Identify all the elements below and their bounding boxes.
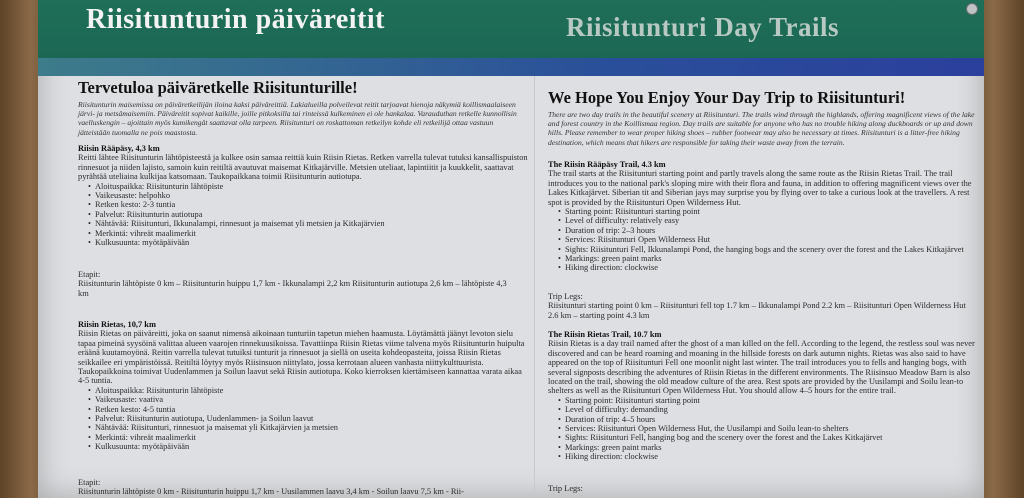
fact-item: • Sights: Riisitunturi Fell, hanging bog and the scenery over the forest and the Lakes Kitkajärvet	[558, 433, 976, 442]
fact-item: • Duration of trip: 2–3 hours	[558, 226, 976, 235]
trail-facts	[548, 396, 976, 462]
fact-item: • Level of difficulty: demanding	[558, 405, 976, 414]
trail-legs-en-2	[548, 484, 976, 493]
fact-item: • Merkintä: vihreät maalimerkit	[88, 433, 528, 442]
fact-item: • Sights: Riisitunturi Fell, Ikkunalampi Pond, the hanging bogs and the scenery over the forest and the Lakes Kitkajärvet	[558, 245, 976, 254]
fact-item: • Starting point: Riisitunturi starting point	[558, 207, 976, 216]
trail-description: The trail starts at the Riisitunturi starting point and partly travels along the same route as the Riisin Rietas Trail. The trail introduces you to the national park's sloping mire with their flora and fauna, in addition to offering magnificent views over the Lakes Kitkajärvet. Siberian tit and Siberian jays may surprise you by flying over to take a curious look at the travellers. A rest spot is provided by the Riisitunturi Open Wilderness Hut.	[548, 169, 972, 207]
trail-title: The Riisin Rääpäsy Trail, 4.3 km	[548, 160, 666, 169]
trail-title: Riisin Rietas, 10,7 km	[78, 320, 156, 329]
fact-item: • Palvelut: Riisitunturin autiotupa	[88, 210, 528, 219]
trail-riisin-rietas-fi	[78, 320, 528, 452]
english-intro: There are two day trails in the beautiful scenery at Riisitunturi. The trails wind through the highlands, offering magnificent views of the lake and forest country in the Koillismaa region. Day trails are suitable for anyone who has no trouble hiking along duckboards or up and down hills. Please remember to wear proper hiking shoes – rubber footwear may also be necessary at times. Riisitunturi is a litter-free hiking destination, which means that hikers are responsible for taking their waste away from the terrain.	[548, 110, 975, 147]
sign-board	[38, 0, 984, 498]
banner-stripe	[38, 58, 984, 76]
fact-item: • Nähtävää: Riisitunturi, Ikkunalampi, rinnesuot ja maisemat yli metsien ja Kitkajärvien	[88, 219, 528, 228]
fact-item: • Starting point: Riisitunturi starting point	[558, 396, 976, 405]
trail-description: Riisin Rietas on päiväreitti, joka on saanut nimensä aikoinaan tunturiin tapetun miehen haamusta. Löytämättä jäänyt levoton sielu tapaa pimeinä syysöinä valittaa alueen vaarojen rinnekuusikoissa. Tavattiinpa Riisin Rietas viime talvena myös Riisitunturin huipulta eräänä kuutamoyönä. Reitin varrella tulevat tutuiksi tunturit ja rinnesuot ja siellä on useita kohdeopasteita, joissa Riisin Rietas seikkailee eri ympäristöissä. Reitiltä löytyy myös Riisinsuon niittylato, jossa kerrotaan alueen vanhasta niittykulttuurista. Taukopaikkoina toimivat Uudenlammen ja Soilun laavut sekä Riisin autiotupa. Koko kierroksen kiertämiseen kannattaa varata aikaa 4-5 tuntia.	[78, 329, 525, 386]
fact-item: • Palvelut: Riisitunturin autiotupa, Uudenlammen- ja Soilun laavut	[88, 414, 528, 423]
trail-legs-fi-1	[78, 270, 518, 298]
fact-item: • Retken kesto: 4-5 tuntia	[88, 405, 528, 414]
trail-title: The Riisin Rietas Trail, 10.7 km	[548, 330, 662, 339]
fact-item: • Markings: green paint marks	[558, 254, 976, 263]
column-divider	[534, 76, 535, 498]
trail-description: Reitti lähtee Riisitunturin lähtöpisteestä ja kulkee osin samaa reittiä kuin Riisin Rietas. Retken varrella tulevat tutuksi kansallispuiston rinnesuot ja niiden lajisto, samoin kuin reitiltä avautuvat maisemat Kitkajärville. Metsien uteliaat, lapintiitit ja kuukkelit, saattavat pyrähtää uteliaina kulkijaa katsomaan. Taukopaikkana toimii Riisitunturin autiotupa.	[78, 153, 528, 182]
trail-title: Riisin Rääpäsy, 4,3 km	[78, 144, 160, 153]
fact-item: • Duration of trip: 4–5 hours	[558, 415, 976, 424]
legs-text: Riisitunturin lähtöpiste 0 km - Riisitunturin huippu 1,7 km - Uusilammen laavu 3,4 km - Soilun laavu 7,5 km - Rii-	[78, 487, 464, 497]
trail-facts	[548, 207, 976, 273]
legs-label: Etapit:	[78, 270, 101, 279]
trail-legs-fi-2	[78, 478, 528, 497]
fact-item: • Services: Riisitunturi Open Wilderness Hut, the Uusilampi and Soilu lean-to shelters	[558, 424, 976, 433]
fact-item: • Hiking direction: clockwise	[558, 263, 976, 272]
trail-legs-en-1	[548, 292, 976, 320]
legs-label: Trip Legs:	[548, 292, 583, 301]
fact-item: • Hiking direction: clockwise	[558, 452, 976, 461]
fact-item: • Vaikeusaste: helpohko	[88, 191, 528, 200]
fact-item: • Markings: green paint marks	[558, 443, 976, 452]
finnish-intro: Riisitunturin maisemissa on päiväretkeilijän iloina kaksi päiväreittiä. Lakialueilla polveilevat reitit tarjoavat hienoja näkymiä koillismaalaiseen järvi- ja metsämaisemiin. Päiväreitit sopivat kaikille, joille pitkoksilla tai rinteissä kulkeminen ei ole hankalaa. Varauduthan retkelle kunnollisin vaelluskengin – ajoittain myös kumikengät saattavat olla tarpeen. Riisitunturi on roskattoman retkeilyn kohde eli retkeilijä ottaa vastuun jätteistään tuomalla ne pois maastosta.	[78, 100, 517, 137]
fact-item: • Nähtävää: Riisitunturi, rinnesuot ja maisemat yli Kitkajärvien ja metsien	[88, 423, 528, 432]
legs-label: Etapit:	[78, 478, 101, 487]
legs-text: Riisitunturi starting point 0 km – Riisitunturi fell top 1.7 km – Ikkunalampi Pond 2.2 km – Riisitunturi Open Wilderness Hut 2.6 km – starting point 4.3 km	[548, 301, 966, 320]
trail-riisin-rietas-en	[548, 330, 976, 462]
fact-item: • Services: Riisitunturi Open Wilderness Hut	[558, 235, 976, 244]
trail-facts	[78, 182, 528, 248]
sign-title-finnish: Riisitunturin päiväreitit	[86, 4, 386, 35]
trail-riisin-raapasy-en	[548, 160, 976, 273]
fact-item: • Kulkusuunta: myötäpäivään	[88, 238, 528, 247]
fact-item: • Kulkusuunta: myötäpäivään	[88, 442, 528, 451]
fact-item: • Aloituspaikka: Riisitunturin lähtöpiste	[88, 182, 528, 191]
finnish-heading: Tervetuloa päiväretkelle Riisitunturille!	[78, 78, 358, 97]
english-heading: We Hope You Enjoy Your Day Trip to Riisitunturi!	[548, 88, 906, 107]
fact-item: • Aloituspaikka: Riisitunturin lähtöpiste	[88, 386, 528, 395]
sign-title-english: Riisitunturi Day Trails	[566, 12, 840, 42]
legs-label: Trip Legs:	[548, 484, 583, 493]
trail-riisin-raapasy-fi	[78, 144, 528, 247]
trail-facts	[78, 386, 528, 452]
mounting-bolt	[966, 3, 978, 15]
trail-description: Riisin Rietas is a day trail named after the ghost of a man killed on the fell. According to the legend, the restless soul was never discovered and can be heard roaming and moaning in the hillside forests on dark autumn nights. Rietas was also said to have appeared on the top of Riisitunturi Fell one moonlit night last winter. The trail introduces you to fells and hanging bogs, with several signposts describing the adventures of Riisin Rietas in the different environments. The Riisinsuo Meadow Barn is also located on the trail, showing the old meadow culture of the area. Rest spots are provided by the Uusilampi and Soilu lean-to shelters as well as the Riisitunturi Open Wilderness Hut. You should allow 4–5 hours for the entire trail.	[548, 339, 975, 396]
legs-text: Riisitunturin lähtöpiste 0 km – Riisitunturin huippu 1,7 km - Ikkunalampi 2,2 km Riisitunturin autiotupa 2,6 km – lähtöpiste 4,3 km	[78, 279, 507, 298]
fact-item: • Level of difficulty: relatively easy	[558, 216, 976, 225]
fact-item: • Retken kesto: 2-3 tuntia	[88, 200, 528, 209]
fact-item: • Vaikeusaste: vaativa	[88, 395, 528, 404]
fact-item: • Merkintä: vihreät maalimerkit	[88, 229, 528, 238]
